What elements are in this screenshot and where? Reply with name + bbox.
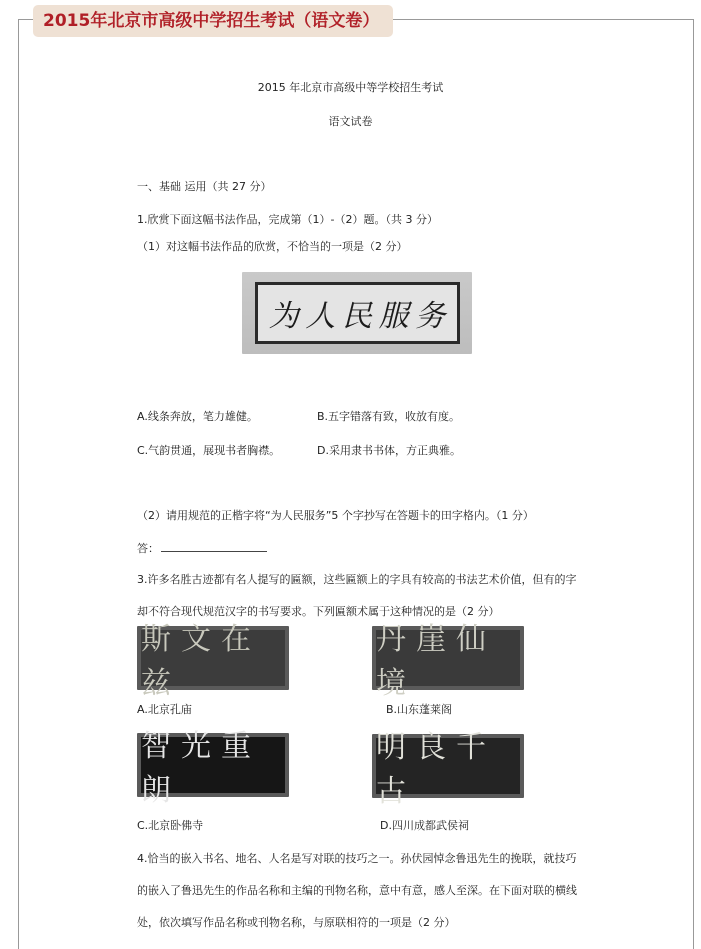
exam-subtitle: 语文试卷 <box>328 115 373 128</box>
question-4-line-1: 4.恰当的嵌入书名、地名、人名是写对联的技巧之一。孙伏园悼念鲁迅先生的挽联，就技巧 <box>137 852 577 865</box>
plaque-caption-a: A.北京孔庙 <box>137 703 192 716</box>
question-4-line-2: 的嵌入了鲁迅先生的作品名称和主编的刊物名称，意中有意，感人至深。在下面对联的横线 <box>137 884 577 897</box>
option-d: D.采用隶书书体，方正典雅。 <box>317 444 461 457</box>
plaque-caption-b: B.山东蓬莱阁 <box>386 703 453 716</box>
plaque-caption-c: C.北京卧佛寺 <box>137 819 204 832</box>
plaque-image-d: 明良千古 <box>372 734 524 798</box>
option-c: C.气韵贯通，展现书者胸襟。 <box>137 444 281 457</box>
answer-blank <box>161 541 267 552</box>
page-frame <box>18 19 694 949</box>
question-1-part-2: （2）请用规范的正楷字将“为人民服务”5 个字抄写在答题卡的田字格内。（1 分） <box>137 509 534 522</box>
question-1-part-1: （1）对这幅书法作品的欣赏，不恰当的一项是（2 分） <box>137 240 408 253</box>
calligraphy-char: 人 <box>305 299 336 334</box>
question-3-line-2: 却不符合现代规范汉字的书写要求。下列匾额术属于这种情况的是（2 分） <box>137 605 500 618</box>
calligraphy-char: 服 <box>378 299 409 334</box>
section-heading: 一、基础 运用（共 27 分） <box>137 180 272 193</box>
plaque-caption-d: D.四川成都武侯祠 <box>380 819 469 832</box>
plaque-image-a: 斯文在兹 <box>137 626 289 690</box>
section-banner: 2015年北京市高级中学招生考试（语文卷） <box>33 5 393 37</box>
question-3-line-1: 3.许多名胜古迹都有名人提写的匾额，这些匾额上的字具有较高的书法艺术价值，但有的字 <box>137 573 577 586</box>
calligraphy-artwork <box>242 272 472 354</box>
answer-line <box>137 540 267 556</box>
answer-label: 答： <box>137 542 159 555</box>
calligraphy-frame <box>255 282 460 344</box>
option-a: A.线条奔放，笔力雄健。 <box>137 410 258 423</box>
plaque-image-b: 丹崖仙境 <box>372 626 524 690</box>
option-b: B.五字错落有致，收放有度。 <box>317 410 461 423</box>
exam-title: 2015 年北京市高级中等学校招生考试 <box>257 81 444 94</box>
calligraphy-char: 民 <box>341 299 372 334</box>
calligraphy-char: 为 <box>268 299 299 334</box>
question-1: 1.欣赏下面这幅书法作品，完成第（1）-（2）题。（共 3 分） <box>137 213 438 226</box>
question-4-line-3: 处，依次填写作品名称或刊物名称，与原联相符的一项是（2 分） <box>137 916 456 929</box>
calligraphy-char: 务 <box>415 299 446 334</box>
plaque-image-c: 智光重朗 <box>137 733 289 797</box>
